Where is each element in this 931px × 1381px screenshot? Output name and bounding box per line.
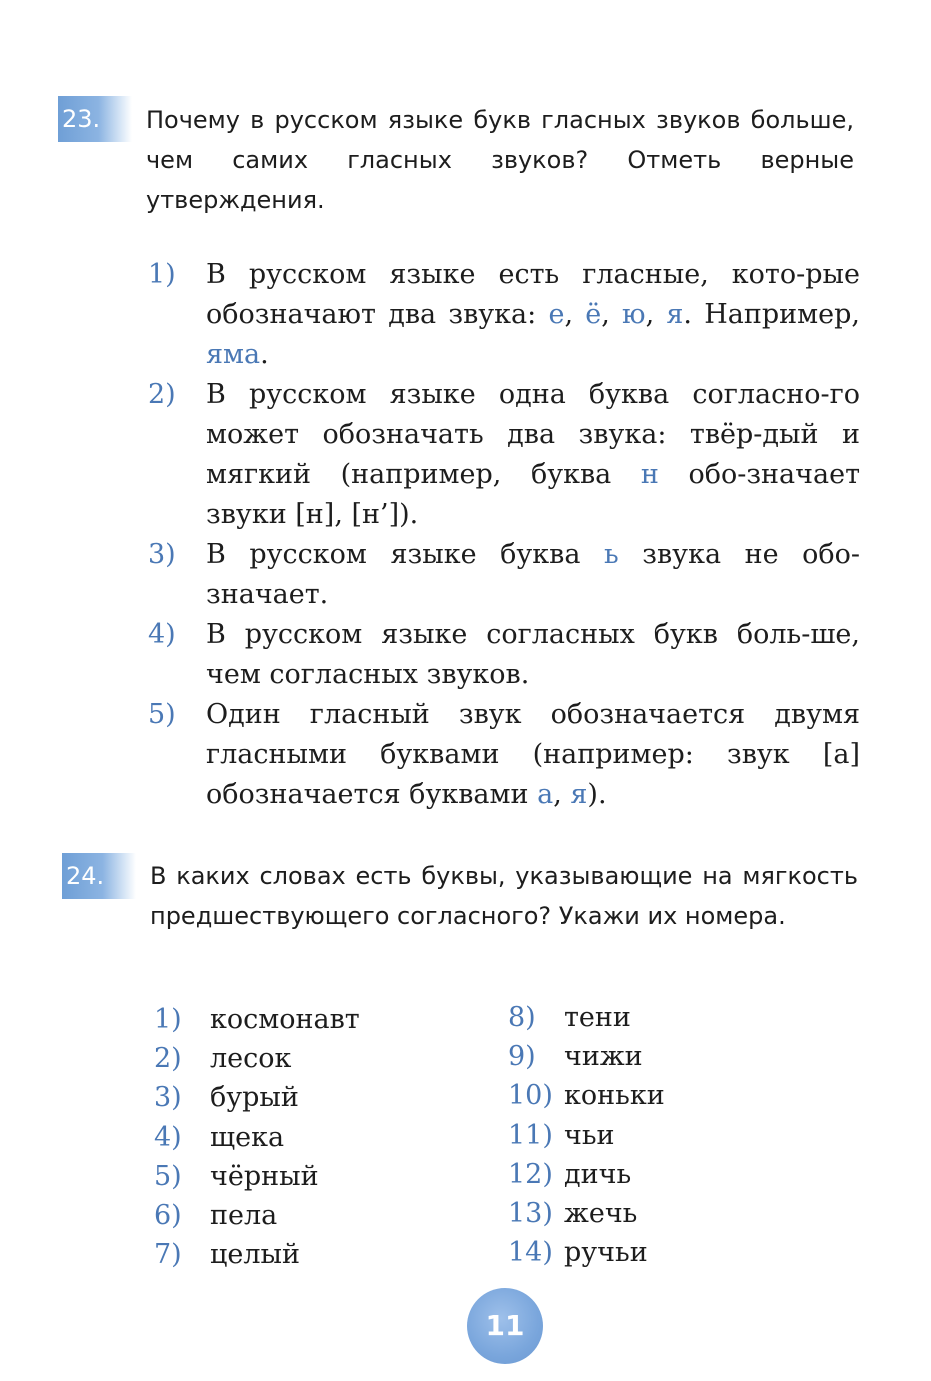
word-number: 11) — [508, 1119, 553, 1151]
option-number: 4) — [148, 619, 176, 650]
highlighted-letter: е — [548, 299, 565, 330]
page-number-badge: 11 — [467, 1288, 543, 1364]
highlighted-letter: я — [666, 299, 684, 330]
highlighted-letter: н — [640, 459, 659, 490]
option-text — [206, 375, 860, 535]
option-text — [206, 695, 860, 815]
option-text — [206, 615, 860, 695]
word-item — [508, 1076, 665, 1115]
word-text: жечь — [564, 1198, 638, 1230]
word-text: чьи — [564, 1119, 615, 1151]
word-text: пела — [210, 1200, 278, 1232]
option-item — [148, 535, 860, 615]
highlighted-letter: а — [537, 779, 554, 810]
word-item — [508, 1155, 665, 1194]
word-number: 12) — [508, 1158, 553, 1190]
option-text-fragment: звука не обо-значает. — [206, 539, 860, 610]
task-24-prompt: В каких словах есть буквы, указывающие на мягкость предшествующего согласного? Укажи их номера. — [150, 862, 858, 930]
word-number: 14) — [508, 1237, 553, 1269]
word-text: ручьи — [564, 1237, 648, 1269]
word-item — [154, 1000, 360, 1039]
highlighted-letter: я — [570, 779, 588, 810]
word-text: щека — [210, 1121, 285, 1153]
word-item — [508, 998, 665, 1037]
task-24-words-column-1 — [154, 1000, 360, 1274]
word-number: 2) — [154, 1043, 182, 1075]
option-text-fragment: , — [564, 299, 586, 330]
task-24-number-badge: 24. — [62, 853, 136, 899]
word-item — [154, 1039, 360, 1078]
word-number: 4) — [154, 1121, 182, 1153]
task-23-number-badge: 23. — [58, 96, 132, 142]
word-text: дичь — [564, 1158, 632, 1190]
option-text-fragment: В русском языке буква — [206, 539, 604, 570]
highlighted-letter: яма — [206, 339, 261, 370]
word-number: 10) — [508, 1080, 553, 1112]
word-number: 5) — [154, 1160, 182, 1192]
word-text: бурый — [210, 1082, 299, 1114]
option-number: 2) — [148, 379, 176, 410]
option-text-fragment: В русском языке согласных букв боль-ше, чем согласных звуков. — [206, 619, 860, 690]
task-23-prompt: Почему в русском языке букв гласных звуков больше, чем самих гласных звуков? Отметь верные утверждения. — [146, 106, 854, 214]
highlighted-letter: ь — [604, 539, 619, 570]
word-item — [154, 1078, 360, 1117]
option-text-fragment: ). — [587, 779, 607, 810]
option-text-fragment: . — [260, 339, 269, 370]
word-number: 6) — [154, 1200, 182, 1232]
option-text-fragment: , — [601, 299, 623, 330]
word-item — [154, 1235, 360, 1274]
word-number: 13) — [508, 1198, 553, 1230]
option-text-fragment: , — [553, 779, 571, 810]
option-text-fragment: обо-значает звуки [н], [н’]). — [206, 459, 861, 530]
word-text: тени — [564, 1002, 631, 1033]
option-number: 3) — [148, 539, 176, 570]
word-text: чёрный — [210, 1160, 319, 1192]
highlighted-letter: ю — [622, 299, 646, 330]
task-23-options — [148, 255, 860, 815]
option-item — [148, 255, 860, 375]
word-number: 7) — [154, 1239, 182, 1271]
option-number: 1) — [148, 259, 176, 290]
option-text-fragment: В русском языке одна буква согласно-го может обозначать два звука: твёр-дый и мягкий (например, буква — [206, 379, 860, 490]
word-item — [154, 1118, 360, 1157]
word-text: лесок — [210, 1043, 292, 1075]
word-item — [508, 1037, 665, 1076]
highlighted-letter: ё — [585, 299, 602, 330]
word-text: целый — [210, 1239, 300, 1271]
word-item — [508, 1233, 665, 1272]
word-item — [508, 1194, 665, 1233]
option-item — [148, 695, 860, 815]
word-text: чижи — [564, 1041, 643, 1073]
word-text: космонавт — [210, 1004, 360, 1035]
word-text: коньки — [564, 1080, 665, 1112]
option-text-fragment: . Например, — [683, 299, 860, 330]
word-item — [154, 1196, 360, 1235]
word-item — [154, 1157, 360, 1196]
word-number: 3) — [154, 1082, 182, 1114]
task-24-words-column-2 — [508, 998, 665, 1272]
option-item — [148, 375, 860, 535]
option-item — [148, 615, 860, 695]
option-text-fragment: , — [645, 299, 667, 330]
option-text-fragment: В русском языке есть гласные, кото-рые обозначают два звука: — [206, 259, 860, 330]
option-text — [206, 255, 860, 375]
option-number: 5) — [148, 699, 176, 730]
option-text-fragment: Один гласный звук обозначается двумя гласными буквами (например: звук [а] обозначается буквами — [206, 699, 860, 810]
word-number: 9) — [508, 1041, 536, 1073]
option-text — [206, 535, 860, 615]
word-item — [508, 1116, 665, 1155]
word-number: 1) — [154, 1004, 182, 1035]
word-number: 8) — [508, 1002, 536, 1033]
